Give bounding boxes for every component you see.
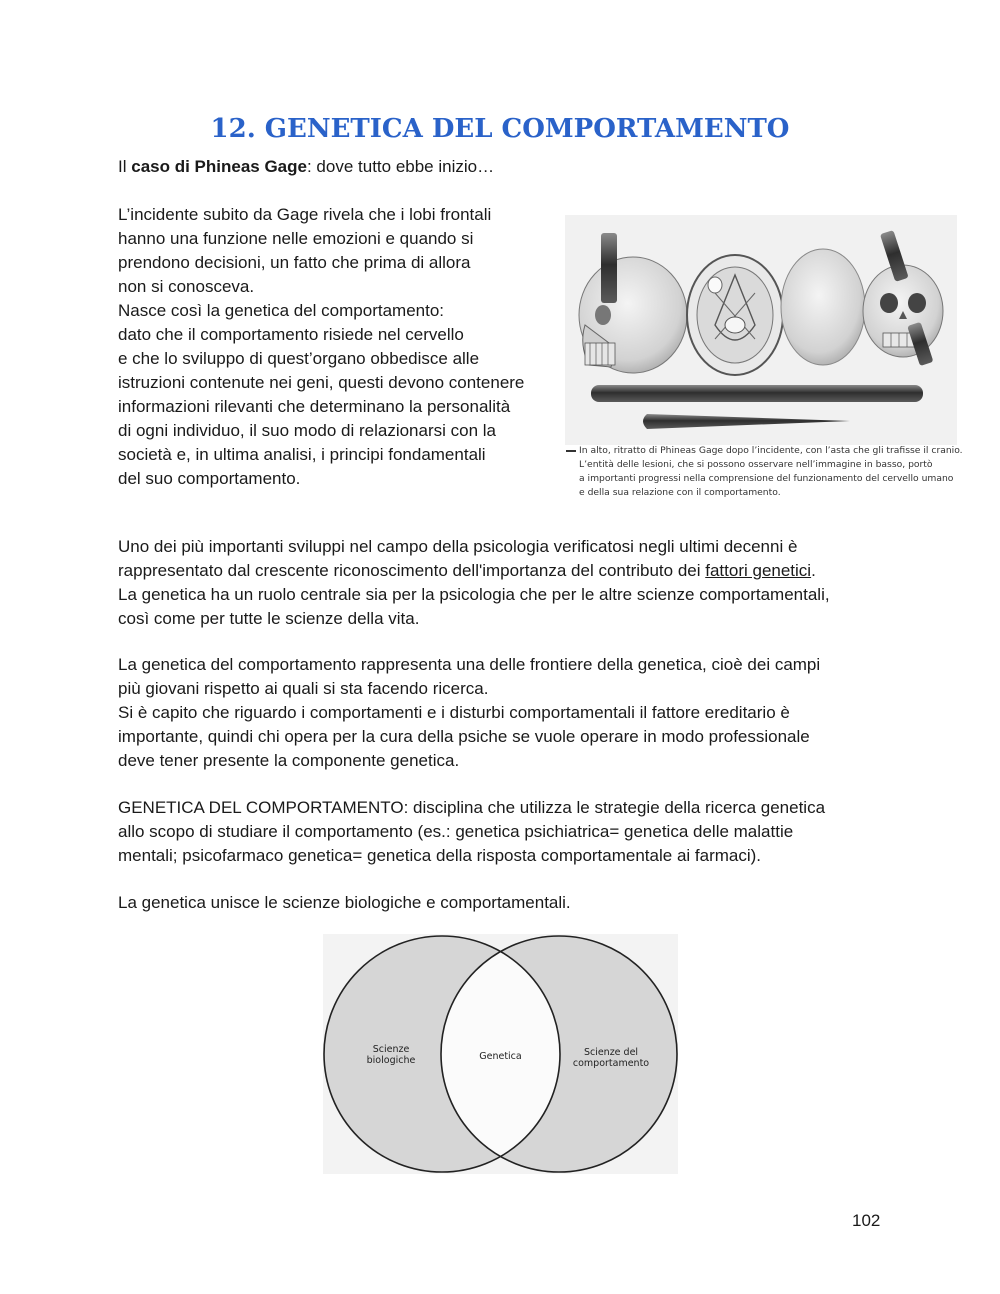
- caption-line: L’entità delle lesioni, che si possono osservare nell’immagine in basso, portò: [579, 459, 933, 470]
- intro-line: dato che il comportamento risiede nel cervello: [118, 325, 464, 344]
- caption-line: a importanti progressi nella comprensione del funzionamento del cervello umano: [579, 473, 954, 484]
- intro-line: prendono decisioni, un fatto che prima di allora: [118, 253, 471, 272]
- subtitle: Il caso di Phineas Gage: dove tutto ebbe inizio…: [118, 157, 495, 176]
- intro-line: Nasce così la genetica del comportamento:: [118, 301, 445, 320]
- skull-top-view: [687, 255, 783, 375]
- page-title: 12. GENETICA DEL COMPORTAMENTO: [210, 114, 790, 144]
- subtitle-bold: caso di Phineas Gage: [131, 157, 307, 176]
- venn-diagram: [323, 934, 678, 1174]
- intro-line: L’incidente subito da Gage rivela che i lobi frontali: [118, 205, 492, 224]
- caption-dash: [566, 450, 576, 452]
- intro-line: hanno una funzione nelle emozioni e quando si: [118, 229, 474, 248]
- page-number: 102: [852, 1211, 881, 1230]
- fattori-genetici-link[interactable]: fattori genetici: [705, 561, 812, 580]
- intro-paragraph: [118, 203, 558, 491]
- intro-line: istruzioni contenute nei geni, questi devono contenere: [118, 373, 525, 392]
- gage-caption: [565, 444, 963, 500]
- intro-line: informazioni rilevanti che determinano la personalità: [118, 397, 511, 416]
- paragraph-1: Uno dei più importanti sviluppi nel campo della psicologia verificatosi negli ultimi decenni è rappresentato dal crescente riconoscimento dell'importanza del contributo dei fattori genetici. La genetica ha un ruolo centrale sia per la psicologia che per le altre scienze comportamentali, così come per tutte le scienze della vita.: [118, 537, 830, 628]
- intro-line: di ogni individuo, il suo modo di relazionarsi con la: [118, 421, 496, 440]
- phineas-gage-illustration: [565, 215, 957, 445]
- intro-line: non si conosceva.: [118, 277, 255, 296]
- venn-label-left: Scienze biologiche: [366, 1044, 416, 1066]
- phineas-gage-figure: [565, 215, 963, 509]
- paragraph-2: La genetica del comportamento rappresenta una delle frontiere della genetica, cioè dei campi più giovani rispetto ai quali si sta facendo ricerca. Si è capito che riguardo i comportamenti e i disturbi comportamentali il fattore ereditario è importante, quindi chi opera per la cura della psiche se vuole operare in modo professionale deve tener presente la componente genetica.: [118, 655, 821, 770]
- intro-line: del suo comportamento.: [118, 469, 301, 488]
- caption-line: e della sua relazione con il comportamento.: [579, 487, 781, 498]
- paragraph-4: La genetica unisce le scienze biologiche e comportamentali.: [118, 893, 571, 912]
- caption-line: In alto, ritratto di Phineas Gage dopo l’incidente, con l’asta che gli trafisse il cranio.: [579, 445, 963, 456]
- intro-line: e che lo sviluppo di quest’organo obbedisce alle: [118, 349, 480, 368]
- skull-back-view: [781, 249, 865, 365]
- venn-label-center: Genetica: [479, 1051, 522, 1062]
- venn-label-right: Scienze del comportamento: [572, 1047, 650, 1069]
- intro-line: società e, in ultima analisi, i principi fondamentali: [118, 445, 486, 464]
- paragraph-3: GENETICA DEL COMPORTAMENTO: disciplina che utilizza le strategie della ricerca genetica allo scopo di studiare il comportamento (es.: genetica psichiatrica= genetica delle malattie mentali; psicofarmaco genetica= genetica della risposta comportamentale ai farmaci).: [118, 798, 826, 865]
- tamping-iron-rod: [591, 385, 923, 402]
